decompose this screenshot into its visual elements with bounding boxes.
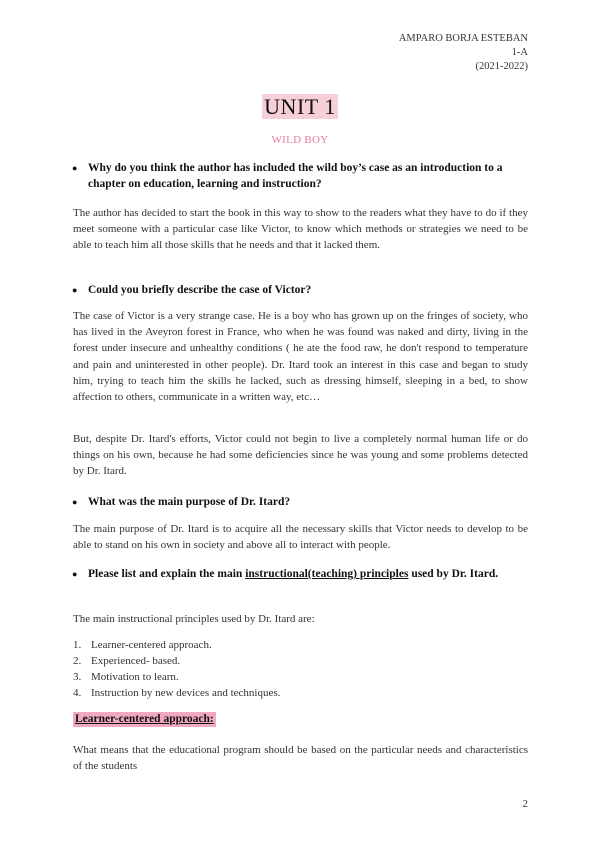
principles-list: [73, 637, 528, 701]
section-text: What means that the educational program should be based on the particular needs and characteristics of the students: [73, 744, 528, 773]
bullet-icon: ●: [72, 569, 78, 579]
page-number: 2: [522, 798, 528, 810]
author-header: [399, 32, 528, 74]
page-title: [0, 94, 600, 120]
question-4: [72, 566, 530, 582]
answer-4-intro: The main instructional principles used by Dr. Itard are:: [73, 613, 315, 625]
question-4-underlined: instructional(teaching) principles: [245, 568, 409, 580]
list-item: 4. Instruction by new devices and techniques.: [73, 687, 281, 699]
group-label: 1-A: [511, 47, 528, 58]
question-2-text: Could you briefly describe the case of Victor?: [88, 284, 312, 296]
bullet-icon: ●: [72, 163, 78, 173]
answer-2: The case of Victor is a very strange case. He is a boy who has grown up on the fringes of society, who has lived in the Aveyron forest in France, who when he was found was naked and dirty, living in the forest under insecure and unhealthy conditions ( he ate the food raw, he don't respond to temperature and pain and uninterested in other people). Dr. Itard took an interest in this case and began to study him, trying to teach him the skills he lacked, such as dressing himself, sleeping in a bed, to show affection to others, communicate in a written way, etc…: [73, 310, 528, 404]
page-subtitle: WILD BOY: [271, 134, 329, 146]
title-text: UNIT 1: [264, 94, 336, 119]
list-item: 2. Experienced- based.: [73, 655, 181, 667]
question-3: [72, 494, 530, 510]
author-name: AMPARO BORJA ESTEBAN: [398, 33, 528, 44]
list-item: 3. Motivation to learn.: [73, 671, 179, 683]
bullet-icon: ●: [72, 497, 78, 507]
list-item: 1. Learner-centered approach.: [73, 639, 212, 651]
question-4-text-start: Please list and explain the main: [88, 568, 246, 580]
academic-year: (2021-2022): [475, 61, 528, 72]
answer-1: The author has decided to start the book in this way to show to the readers what they have to do if they meet someone with a particular case like Victor, to know which methods or strategies we need to be able to teach him all those skills that he needs and that it lacked them.: [73, 207, 528, 252]
question-2: [72, 282, 530, 298]
question-1: [72, 160, 530, 192]
question-1-text: Why do you think the author has included the wild boy’s case as an introduction to a chapter on education, learning and instruction?: [88, 162, 503, 190]
bullet-icon: ●: [72, 285, 78, 295]
question-4-text-end: used by Dr. Itard.: [408, 568, 499, 580]
answer-2-continued: But, despite Dr. Itard's efforts, Victor could not begin to live a completely normal human life or do things on his own, because he had some deficiencies since he was young and some problems detected by Dr. Itard.: [73, 433, 528, 478]
section-heading: Learner-centered approach:: [75, 713, 214, 725]
answer-3: The main purpose of Dr. Itard is to acquire all the necessary skills that Victor needs to develop to be able to stand on his own in society and above all to interact with people.: [73, 523, 528, 552]
question-3-text: What was the main purpose of Dr. Itard?: [88, 496, 291, 508]
